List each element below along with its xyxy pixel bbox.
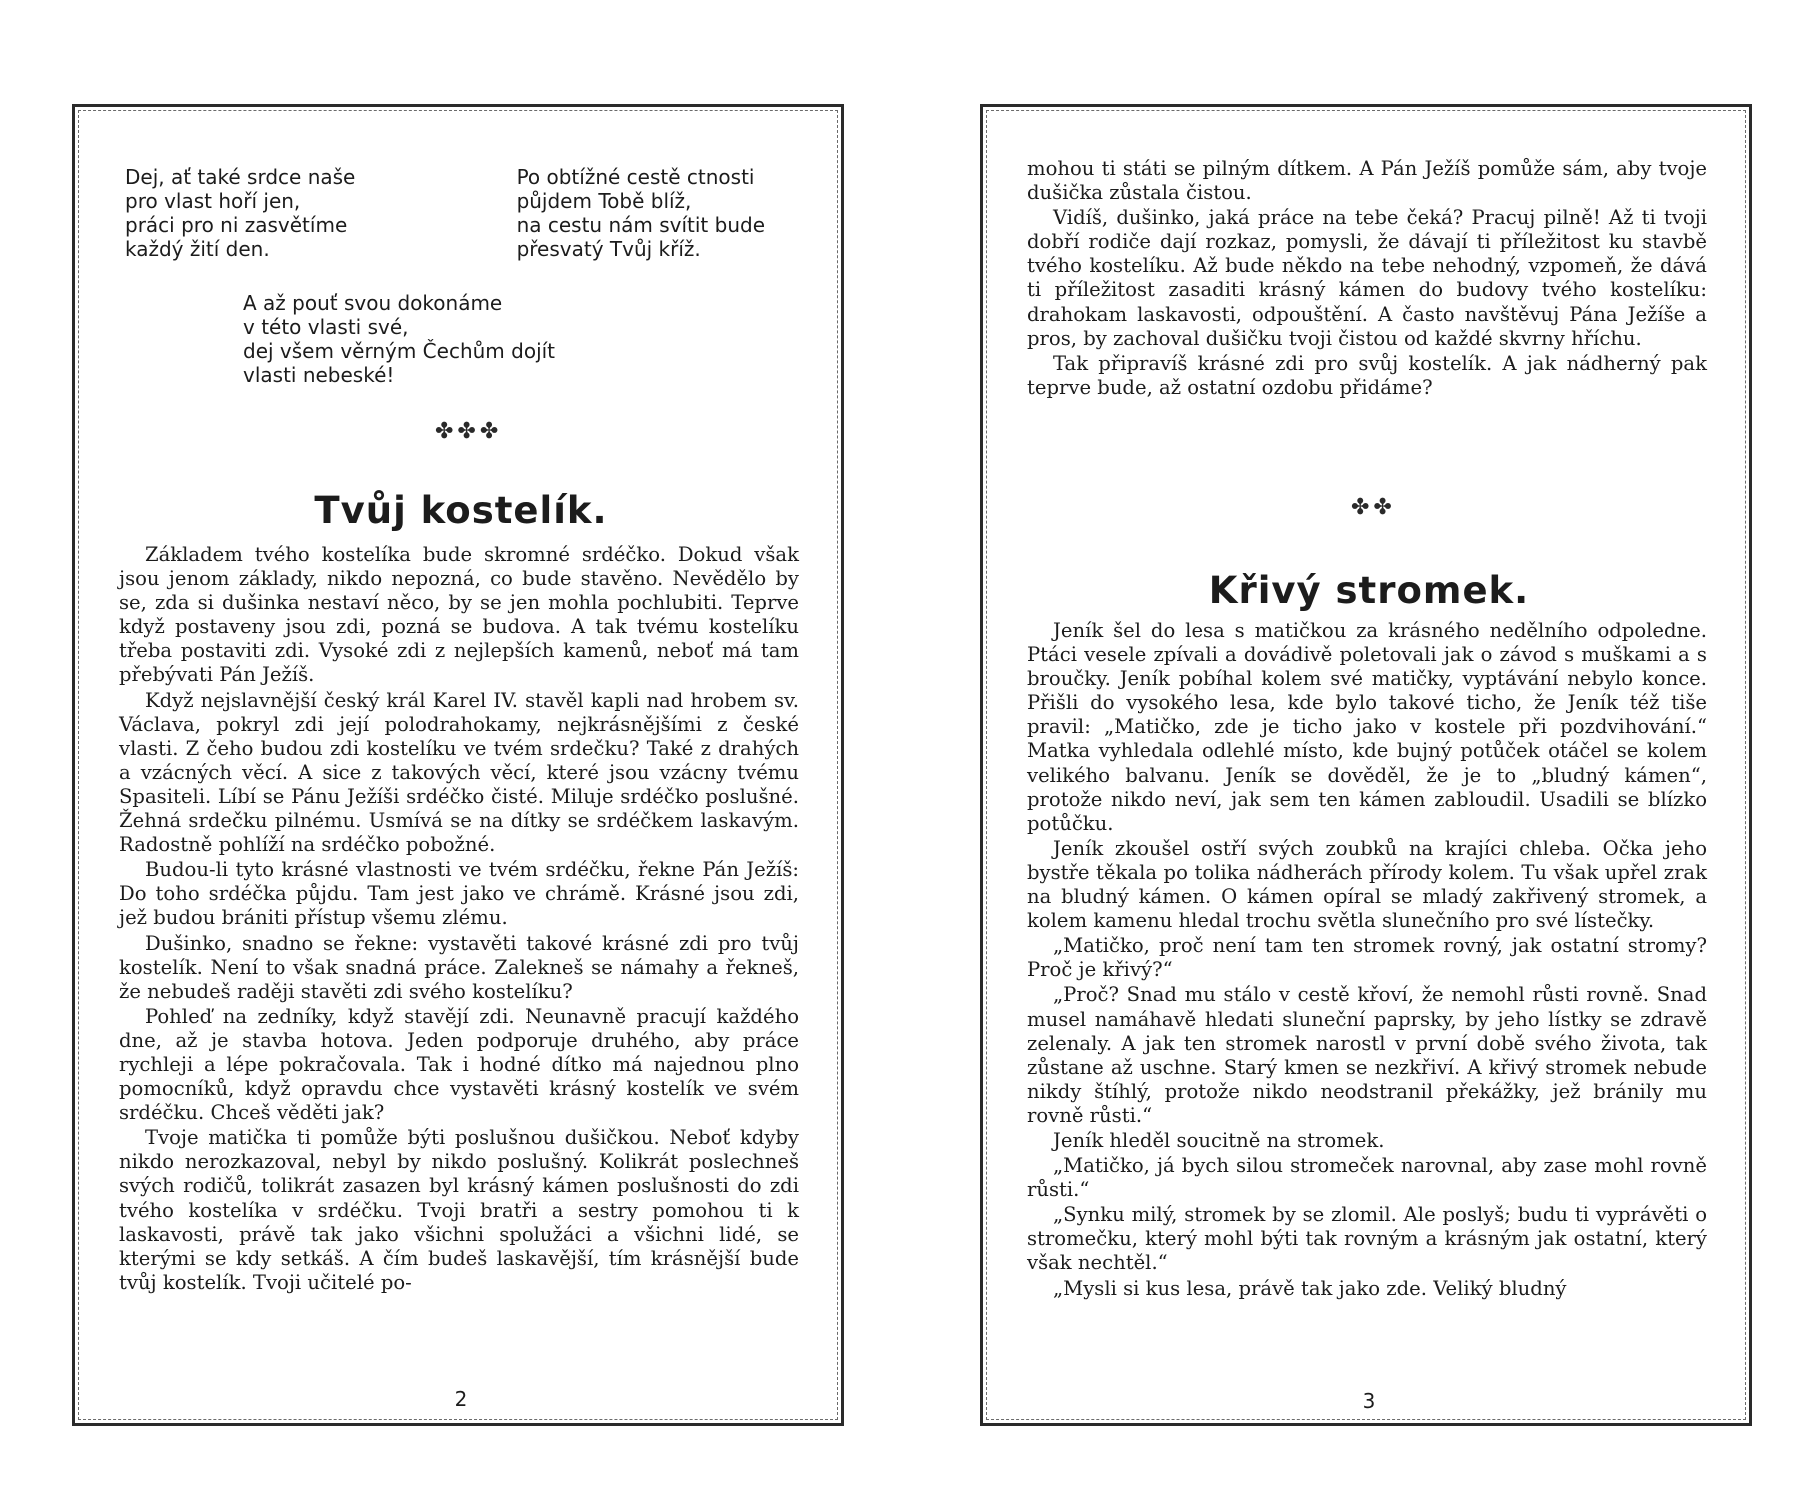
poem-line: pro vlast hoří jen, <box>125 189 301 213</box>
article-body <box>119 543 799 1296</box>
poem-stanza-2 <box>517 165 765 261</box>
poem-line: Po obtížné cestě ctnosti <box>516 165 755 189</box>
section-title: Tvůj kostelík. <box>314 489 608 532</box>
section-title: Křivý stromek. <box>1208 569 1530 612</box>
poem-line: na cestu nám svítit bude <box>516 213 765 237</box>
poem-line: A až pouť svou dokonáme <box>243 291 503 315</box>
poem-line: dej všem věrným Čechům dojít <box>243 339 556 363</box>
paragraph: Vidíš, dušinko, jaká práce na tebe čeká? Pracuj pilně! Až ti tvoji dobří rodiče dají rozkaz, pomysli, že dávají ti příležitost ku stavbě tvého kostelíku. Až bude někdo na tebe nehodný, vzpomeň, že dává ti příležitost zasaditi krásný kámen do budovy tvého kostelíku: drahokam laskavosti, odpouštění. A často navštěvuj Pána Ježíše a pros, by zachoval dušičku tvoji čistou od každé skvrny hříchu. <box>1027 206 1707 350</box>
ornament-divider: ✤✤ <box>1351 495 1396 520</box>
poem-stanza-1 <box>125 165 355 261</box>
paragraph: „Synku milý, stromek by se zlomil. Ale poslyš; budu ti vyprávěti o stromečku, který mohl býti tak rovným a krásným jak ostatní, který však nechtěl.“ <box>1027 1203 1707 1275</box>
poem-line: v této vlasti své, <box>243 315 409 339</box>
poem-line: Dej, ať také srdce naše <box>125 165 356 189</box>
paragraph: Dušinko, snadno se řekne: vystavěti takové krásné zdi pro tvůj kostelík. Není to však snadná práce. Zalekneš se námahy a řekneš, že nebudeš raději stavěti zdi svého kostelíku? <box>119 931 799 1003</box>
paragraph: „Mysli si kus lesa, právě tak jako zde. Veliký bludný <box>1053 1276 1567 1300</box>
story-body <box>1027 619 1707 1302</box>
left-page <box>72 104 844 1426</box>
poem-stanza-3 <box>243 291 555 387</box>
page-number: 2 <box>454 1387 468 1411</box>
paragraph: Tvoje matička ti pomůže býti poslušnou dušičkou. Neboť kdyby nikdo nerozkazoval, nebyl by nikdo poslušný. Kolikrát poslechneš svých rodičů, tolikrát zasazen byl krásný kámen poslušnosti do zdi tvého kostelíka v srdéčku. Tvoji bratři a sestry pomohou ti k laskavosti, právě tak jako všichni spolužáci a všichni lidé, se kterými se kdy setkáš. A čím budeš laskavější, tím krásnější bude tvůj kostelík. Tvoji učitelé po- <box>119 1126 799 1294</box>
paragraph: Jeník zkoušel ostří svých zoubků na krajíci chleba. Očka jeho bystře těkala po tolika nádherách přírody kolem. Tu však upřel zrak na bludný kámen. O kámen opíral se mladý zakřivený stromek, a kolem kamenu hledal trochu světla slunečního pro své lístečky. <box>1027 836 1707 933</box>
poem-line: práci pro ni zasvětíme <box>125 213 348 237</box>
paragraph: Budou-li tyto krásné vlastnosti ve tvém srdéčku, řekne Pán Ježíš: Do toho srdéčka půjdu. Tam jest jako ve chrámě. Krásné jsou zdi, jež budou brániti přístup všemu zlému. <box>119 858 799 930</box>
ornament-divider: ✤✤✤ <box>435 419 503 444</box>
right-page <box>980 104 1752 1426</box>
poem-line: vlasti nebeské! <box>243 363 395 387</box>
paragraph: mohou ti státi se pilným dítkem. A Pán Ježíš pomůže sám, aby tvoje dušička zůstala čistou. <box>1027 157 1707 205</box>
poem-line: přesvatý Tvůj kříž. <box>516 237 701 261</box>
poem-line: každý žití den. <box>125 237 270 261</box>
continued-text <box>1027 157 1707 401</box>
paragraph: Když nejslavnější český král Karel IV. stavěl kapli nad hrobem sv. Václava, pokryl zdi její polodrahokamy, nejkrásnějšími z české vlasti. Z čeho budou zdi kostelíku ve tvém srdečku? Také z drahých a vzácných věcí. A sice z takových věcí, které jsou vzácny tvému Spasiteli. Líbí se Pánu Ježíši srdéčko čisté. Miluje srdéčko poslušné. Žehná srdečku pilnému. Usmívá se na dítky se srdéčkem laskavým. Radostně pohlíží na srdéčko pobožné. <box>119 688 799 857</box>
paragraph: „Matičko, proč není tam ten stromek rovný, jak ostatní stromy? Proč je křivý?“ <box>1027 934 1707 982</box>
paragraph: Jeník hleděl soucitně na stromek. <box>1053 1128 1385 1152</box>
paragraph: „Matičko, já bych silou stromeček narovnal, aby zase mohl rovně růsti.“ <box>1027 1154 1707 1202</box>
paragraph: „Proč? Snad mu stálo v cestě křoví, že nemohl růsti rovně. Snad musel namáhavě hledati sluneční paprsky, by jeho lístky se zdravě zelenaly. A jak ten stromek narostl v první době svého života, tak zůstane až uschne. Starý kmen se nezkřiví. A křivý stromek nebude nikdy štíhlý, protože nikdo neodstranil překážky, jež bránily mu rovně růsti.“ <box>1027 983 1707 1127</box>
page-number: 3 <box>1362 1389 1376 1413</box>
paragraph: Pohleď na zedníky, když stavějí zdi. Neunavně pracují každého dne, až je stavba hotova. Jeden podporuje druhého, aby práce rychleji a lépe pokračovala. Tak i hodné dítko má najednou plno pomocníků, když opravdu chce vystavěti krásný kostelík ve svém srdéčku. Chceš věděti jak? <box>119 1004 799 1125</box>
paragraph: Základem tvého kostelíka bude skromné srdéčko. Dokud však jsou jenom základy, nikdo nepozná, co bude stavěno. Nevědělo by se, zda si dušinka nestaví něco, by se jen mohla pochlubiti. Teprve když postaveny jsou zdi, pozná se budova. A tak tvému kostelíku třeba postaviti zdi. Vysoké zdi z nejlepších kamenů, neboť má tam přebývati Pán Ježíš. <box>119 543 799 687</box>
poem-top-row <box>125 165 775 261</box>
paragraph: Jeník šel do lesa s matičkou za krásného nedělního odpoledne. Ptáci vesele zpívali a dovádivě poletovali jak o závod s muškami a s broučky. Jeník pobíhal kolem své matičky, vyptávání nebylo konce. Přišli do vysokého lesa, kde bylo takové ticho, že Jeník též tiše pravil: „Matičko, zde je ticho jako v kostele při pozdvihování.“ Matka vyhledala odlehlé místo, kde bujný potůček otáčel se kolem velikého balvanu. Jeník se dověděl, že je to „bludný kámen“, protože nikdo neví, jak sem ten kámen zabloudil. Usadili se blízko potůčku. <box>1027 619 1707 835</box>
poem-line: půjdem Tobě blíž, <box>516 189 692 213</box>
paragraph: Tak připravíš krásné zdi pro svůj kostelík. A jak nádherný pak teprve bude, až ostatní ozdobu přidáme? <box>1027 351 1707 399</box>
